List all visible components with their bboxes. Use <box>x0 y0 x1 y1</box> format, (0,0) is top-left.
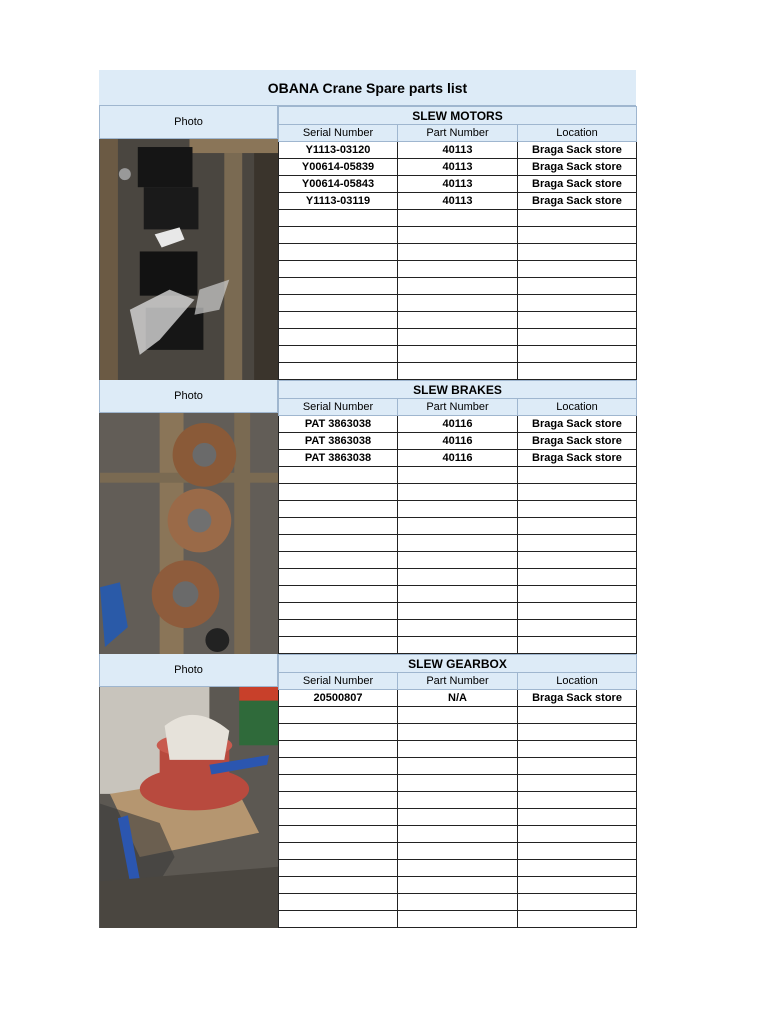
empty-cell[interactable] <box>279 484 398 501</box>
photo-column <box>99 654 278 928</box>
section-3 <box>99 654 636 928</box>
empty-cell[interactable] <box>279 843 398 860</box>
table-row <box>279 433 637 450</box>
table-row <box>279 193 637 210</box>
column-header: Part Number <box>398 399 518 416</box>
empty-cell[interactable] <box>279 911 398 928</box>
empty-cell[interactable] <box>398 518 518 535</box>
column-header-row <box>279 673 637 690</box>
table-row <box>279 690 637 707</box>
empty-cell[interactable] <box>279 809 398 826</box>
empty-row <box>279 467 637 484</box>
parts-table <box>278 654 637 928</box>
empty-cell[interactable] <box>518 501 637 518</box>
empty-row <box>279 261 637 278</box>
column-header-row <box>279 399 637 416</box>
empty-cell[interactable] <box>279 741 398 758</box>
table-row <box>279 416 637 433</box>
empty-row <box>279 707 637 724</box>
empty-cell[interactable] <box>398 484 518 501</box>
empty-row <box>279 363 637 380</box>
empty-cell[interactable] <box>518 775 637 792</box>
column-header: Location <box>518 399 637 416</box>
empty-cell[interactable] <box>279 860 398 877</box>
empty-cell[interactable] <box>279 637 398 654</box>
empty-cell[interactable] <box>398 775 518 792</box>
empty-cell[interactable] <box>518 860 637 877</box>
photo-header: Photo <box>99 106 278 139</box>
empty-cell[interactable] <box>398 312 518 329</box>
empty-cell[interactable] <box>518 569 637 586</box>
table-row <box>279 176 637 193</box>
empty-row <box>279 227 637 244</box>
parts-table <box>278 106 637 380</box>
spreadsheet <box>99 70 636 928</box>
section-title: SLEW MOTORS <box>279 107 637 125</box>
empty-row <box>279 877 637 894</box>
empty-cell[interactable] <box>518 620 637 637</box>
sheet-title: OBANA Crane Spare parts list <box>99 70 636 106</box>
empty-row <box>279 758 637 775</box>
empty-row <box>279 809 637 826</box>
empty-cell[interactable] <box>279 569 398 586</box>
empty-row <box>279 603 637 620</box>
empty-cell[interactable] <box>398 501 518 518</box>
empty-cell[interactable] <box>398 535 518 552</box>
empty-cell[interactable] <box>398 329 518 346</box>
empty-cell[interactable] <box>279 535 398 552</box>
empty-cell[interactable] <box>398 278 518 295</box>
empty-cell[interactable] <box>398 467 518 484</box>
empty-row <box>279 826 637 843</box>
empty-cell[interactable] <box>518 637 637 654</box>
empty-cell[interactable] <box>398 295 518 312</box>
empty-row <box>279 586 637 603</box>
empty-row <box>279 295 637 312</box>
empty-cell[interactable] <box>279 707 398 724</box>
table-cell[interactable]: PAT 3863038 <box>279 450 398 467</box>
table-column <box>278 654 637 928</box>
empty-cell[interactable] <box>398 809 518 826</box>
empty-row <box>279 569 637 586</box>
photo-column <box>99 380 278 654</box>
empty-cell[interactable] <box>398 741 518 758</box>
empty-cell[interactable] <box>398 227 518 244</box>
section-1 <box>99 106 636 380</box>
empty-cell[interactable] <box>279 620 398 637</box>
empty-cell[interactable] <box>279 278 398 295</box>
empty-cell[interactable] <box>518 261 637 278</box>
empty-cell[interactable] <box>279 877 398 894</box>
empty-cell[interactable] <box>518 227 637 244</box>
table-cell[interactable]: Y1113-03119 <box>279 193 398 210</box>
empty-cell[interactable] <box>279 518 398 535</box>
table-cell[interactable]: Braga Sack store <box>518 690 637 707</box>
empty-row <box>279 484 637 501</box>
empty-cell[interactable] <box>398 877 518 894</box>
empty-row <box>279 620 637 637</box>
empty-row <box>279 312 637 329</box>
sections-container <box>99 106 636 928</box>
empty-cell[interactable] <box>279 227 398 244</box>
column-header-row <box>279 125 637 142</box>
empty-cell[interactable] <box>518 724 637 741</box>
empty-cell[interactable] <box>398 363 518 380</box>
empty-row <box>279 535 637 552</box>
empty-cell[interactable] <box>398 210 518 227</box>
empty-cell[interactable] <box>279 792 398 809</box>
empty-cell[interactable] <box>398 826 518 843</box>
empty-row <box>279 552 637 569</box>
table-cell[interactable]: Braga Sack store <box>518 142 637 159</box>
empty-cell[interactable] <box>398 894 518 911</box>
table-row <box>279 159 637 176</box>
table-column <box>278 106 637 380</box>
table-cell[interactable]: Braga Sack store <box>518 416 637 433</box>
empty-cell[interactable] <box>398 586 518 603</box>
empty-row <box>279 329 637 346</box>
empty-cell[interactable] <box>279 501 398 518</box>
empty-row <box>279 843 637 860</box>
empty-row <box>279 724 637 741</box>
empty-cell[interactable] <box>518 843 637 860</box>
empty-cell[interactable] <box>398 552 518 569</box>
empty-cell[interactable] <box>518 244 637 261</box>
table-cell[interactable]: 40113 <box>398 193 518 210</box>
table-row <box>279 450 637 467</box>
table-cell[interactable]: 40116 <box>398 433 518 450</box>
empty-cell[interactable] <box>279 724 398 741</box>
empty-cell[interactable] <box>518 603 637 620</box>
photo-header: Photo <box>99 654 278 687</box>
empty-cell[interactable] <box>279 894 398 911</box>
empty-cell[interactable] <box>279 826 398 843</box>
table-cell[interactable]: Braga Sack store <box>518 193 637 210</box>
empty-cell[interactable] <box>518 329 637 346</box>
empty-cell[interactable] <box>518 535 637 552</box>
empty-row <box>279 210 637 227</box>
empty-cell[interactable] <box>398 758 518 775</box>
table-cell[interactable]: Y00614-05843 <box>279 176 398 193</box>
empty-cell[interactable] <box>279 586 398 603</box>
empty-row <box>279 860 637 877</box>
table-cell[interactable]: 20500807 <box>279 690 398 707</box>
table-cell[interactable]: 40113 <box>398 159 518 176</box>
empty-cell[interactable] <box>518 586 637 603</box>
empty-cell[interactable] <box>279 295 398 312</box>
table-cell[interactable]: Y1113-03120 <box>279 142 398 159</box>
section-title: SLEW GEARBOX <box>279 655 637 673</box>
empty-cell[interactable] <box>398 569 518 586</box>
parts-table <box>278 380 637 654</box>
table-cell[interactable]: 40116 <box>398 416 518 433</box>
empty-cell[interactable] <box>518 758 637 775</box>
empty-cell[interactable] <box>398 620 518 637</box>
empty-row <box>279 741 637 758</box>
table-cell[interactable]: 40113 <box>398 142 518 159</box>
table-cell[interactable]: PAT 3863038 <box>279 416 398 433</box>
empty-cell[interactable] <box>398 244 518 261</box>
empty-cell[interactable] <box>398 707 518 724</box>
empty-row <box>279 792 637 809</box>
empty-cell[interactable] <box>279 552 398 569</box>
table-cell[interactable]: PAT 3863038 <box>279 433 398 450</box>
empty-row <box>279 637 637 654</box>
empty-cell[interactable] <box>279 758 398 775</box>
part-photo <box>99 413 278 654</box>
empty-cell[interactable] <box>518 552 637 569</box>
table-row <box>279 142 637 159</box>
empty-row <box>279 501 637 518</box>
empty-cell[interactable] <box>398 843 518 860</box>
empty-cell[interactable] <box>518 210 637 227</box>
table-column <box>278 380 637 654</box>
empty-cell[interactable] <box>518 809 637 826</box>
empty-cell[interactable] <box>518 278 637 295</box>
column-header: Serial Number <box>279 125 398 142</box>
empty-cell[interactable] <box>279 329 398 346</box>
empty-row <box>279 346 637 363</box>
table-cell[interactable]: N/A <box>398 690 518 707</box>
empty-cell[interactable] <box>398 261 518 278</box>
empty-cell[interactable] <box>518 346 637 363</box>
table-cell[interactable]: 40113 <box>398 176 518 193</box>
empty-cell[interactable] <box>398 637 518 654</box>
empty-cell[interactable] <box>398 603 518 620</box>
empty-cell[interactable] <box>518 312 637 329</box>
part-photo <box>99 139 278 380</box>
empty-cell[interactable] <box>518 707 637 724</box>
empty-cell[interactable] <box>398 724 518 741</box>
empty-cell[interactable] <box>398 792 518 809</box>
empty-row <box>279 775 637 792</box>
column-header: Part Number <box>398 125 518 142</box>
empty-row <box>279 894 637 911</box>
empty-cell[interactable] <box>518 363 637 380</box>
empty-cell[interactable] <box>279 467 398 484</box>
empty-cell[interactable] <box>279 346 398 363</box>
empty-cell[interactable] <box>279 603 398 620</box>
column-header: Serial Number <box>279 673 398 690</box>
table-cell[interactable]: Braga Sack store <box>518 159 637 176</box>
empty-cell[interactable] <box>279 244 398 261</box>
section-title: SLEW BRAKES <box>279 381 637 399</box>
empty-cell[interactable] <box>518 826 637 843</box>
empty-cell[interactable] <box>518 894 637 911</box>
column-header: Location <box>518 673 637 690</box>
empty-row <box>279 518 637 535</box>
table-cell[interactable]: Braga Sack store <box>518 176 637 193</box>
empty-row <box>279 911 637 928</box>
photo-column <box>99 106 278 380</box>
empty-row <box>279 244 637 261</box>
empty-cell[interactable] <box>518 484 637 501</box>
photo-header: Photo <box>99 380 278 413</box>
empty-cell[interactable] <box>518 877 637 894</box>
table-cell[interactable]: 40116 <box>398 450 518 467</box>
column-header: Serial Number <box>279 399 398 416</box>
empty-row <box>279 278 637 295</box>
empty-cell[interactable] <box>279 312 398 329</box>
empty-cell[interactable] <box>279 775 398 792</box>
empty-cell[interactable] <box>398 346 518 363</box>
empty-cell[interactable] <box>279 210 398 227</box>
empty-cell[interactable] <box>279 261 398 278</box>
table-cell[interactable]: Y00614-05839 <box>279 159 398 176</box>
column-header: Location <box>518 125 637 142</box>
empty-cell[interactable] <box>518 467 637 484</box>
table-cell[interactable]: Braga Sack store <box>518 450 637 467</box>
empty-cell[interactable] <box>518 295 637 312</box>
column-header: Part Number <box>398 673 518 690</box>
section-2 <box>99 380 636 654</box>
empty-cell[interactable] <box>279 363 398 380</box>
empty-cell[interactable] <box>518 518 637 535</box>
empty-cell[interactable] <box>518 741 637 758</box>
empty-cell[interactable] <box>518 792 637 809</box>
table-cell[interactable]: Braga Sack store <box>518 433 637 450</box>
empty-cell[interactable] <box>398 911 518 928</box>
empty-cell[interactable] <box>398 860 518 877</box>
empty-cell[interactable] <box>518 911 637 928</box>
part-photo <box>99 687 278 928</box>
